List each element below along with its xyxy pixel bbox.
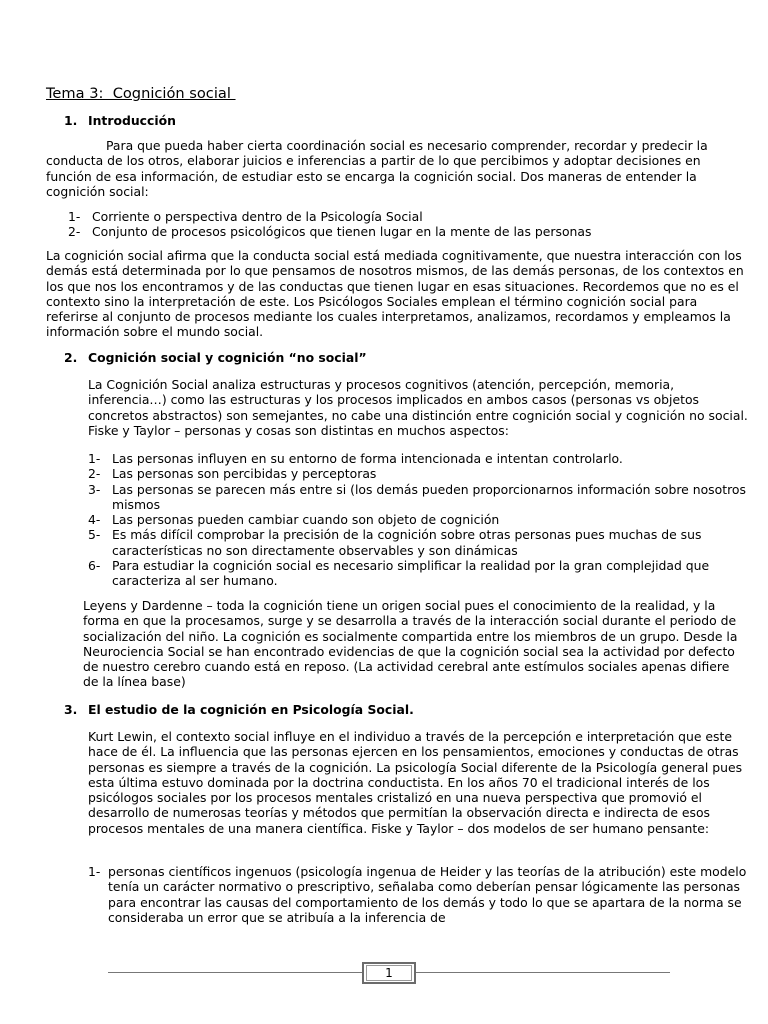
section-3-heading [64,702,414,717]
section-3-number: 3. [64,702,78,717]
list-item-number: 5- [88,527,101,543]
list-item [68,224,591,239]
section-2-paragraph: La Cognición Social analiza estructuras y procesos cognitivos (atención, percepción, memoria, inferencia…) como las estructuras y los procesos implicados en ambos casos (personas vs objetos concretos abstractos) son semejantes, no cabe una distinción entre cognición social y cognición no social. Fiske y Taylor – personas y cosas son distintas en muchos aspectos: [88,377,748,438]
section-1-number: 1. [64,113,78,128]
section-1-title: Introducción [88,113,176,128]
list-item [68,209,591,224]
section-2-title: Cognición social y cognición “no social” [88,350,367,365]
section-3-paragraph: Kurt Lewin, el contexto social influye en el individuo a través de la percepción e interpretación que este hace de él. La influencia que las personas ejercen en los pensamientos, emociones y conductas de otras personas es siempre a través de la cognición. La psicología Social diferente de la Psicología general pues esta última estuvo dominada por la doctrina conductista. En los años 70 el tradicional interés de los psicólogos sociales por los procesos mentales cristalizó en una nueva perspectiva que promovió el desarrollo de numerosas teorías y métodos que permitían la observación directa e indirecta de esos procesos mentales de una manera científica. Fiske y Taylor – dos modelos de ser humano pensante: [88,729,743,836]
list-item-text: Es más difícil comprobar la precisión de la cognición sobre otras personas pues muchas de sus características no son directamente observables y son dinámicas [112,527,702,558]
list-item-text: Conjunto de procesos psicológicos que tienen lugar en la mente de las personas [92,224,592,240]
list-item-text: Las personas influyen en su entorno de forma intencionada e intentan controlarlo. [112,451,623,466]
list-item-number: 2- [88,466,101,482]
list-item-number: 1- [88,451,101,466]
section-1-paragraph: La cognición social afirma que la conducta social está mediada cognitivamente, que nuestra interacción con los demás está determinada por lo que pensamos de nosotros mismos, de las demás personas, de los contextos en los que nos los encontramos y de las conductas que tienen lugar en esas situaciones. Recordemos que no es el contexto sino la interpretación de este. Los Psicólogos Sociales emplean el término cognición social para referirse al conjunto de procesos mediante los cuales interpretamos, analizamos, recordamos y empleamos la información sobre el mundo social. [46,248,744,340]
section-1-intro-text: Para que pueda haber cierta coordinación social es necesario comprender, recordar y predecir la conducta de los otros, elaborar juicios e inferencias a partir de lo que percibimos y adoptar decisiones en función de esa información, de estudiar esto se encarga la cognición social. Dos maneras de entender la cognición social: [46,138,708,199]
section-2-paragraph-2: Leyens y Dardenne – toda la cognición tiene un origen social pues el conocimiento de la realidad, y la forma en que la procesamos, surge y se desarrolla a través de la interacción social durante el periodo de socialización del niño. La cognición es socialmente compartida entre los miembros de un grupo. Desde la Neurociencia Social se han encontrado evidencias de que la cognición social sea la actividad por defecto de nuestro cerebro cuando está en reposo. (La actividad cerebral ante estímulos sociales apenas difiere de la línea base) [83,598,738,690]
page-number-box [362,962,416,984]
section-3-title: El estudio de la cognición en Psicología Social. [88,702,414,717]
list-item-text: Para estudiar la cognición social es necesario simplificar la realidad por la gran complejidad que caracteriza al ser humano. [112,558,710,589]
list-item-number: 3- [88,481,101,497]
list-item [88,482,748,513]
list-item-text: Las personas pueden cambiar cuando son objeto de cognición [112,512,500,528]
list-item-number: 6- [88,558,101,574]
section-1-list [68,209,591,240]
section-3-list [88,864,748,925]
list-item [88,527,748,558]
list-item [88,451,748,466]
list-item [88,558,748,589]
section-1-intro [46,138,746,199]
list-item [88,512,748,527]
page-number: 1 [385,966,393,980]
section-2-heading [64,350,367,365]
list-item-text: Las personas son percibidas y perceptoras [112,466,377,482]
list-item-number: 4- [88,512,101,528]
list-item-text: Corriente o perspectiva dentro de la Psicología Social [92,209,423,224]
list-item-number: 1- [68,209,81,224]
list-item [88,466,748,481]
document-title: Tema 3: Cognición social [46,85,236,102]
section-2-number: 2. [64,350,78,365]
section-2-list [88,451,748,589]
section-1-heading [64,113,176,128]
list-item-text: Las personas se parecen más entre si (los demás pueden proporcionarnos información sobre nosotros mismos [112,481,746,512]
list-item-text: personas científicos ingenuos (psicología ingenua de Heider y las teorías de la atribución) este modelo tenía un carácter normativo o prescriptivo, señalaba como deberían pensar lógicamente las personas para encontrar las causas del comportamiento de los demás y todo lo que se apartara de la norma se consideraba un error que se atribuía a la inferencia de [108,864,747,925]
list-item-number: 2- [68,224,81,240]
list-item-number: 1- [88,864,101,879]
list-item [88,864,748,925]
